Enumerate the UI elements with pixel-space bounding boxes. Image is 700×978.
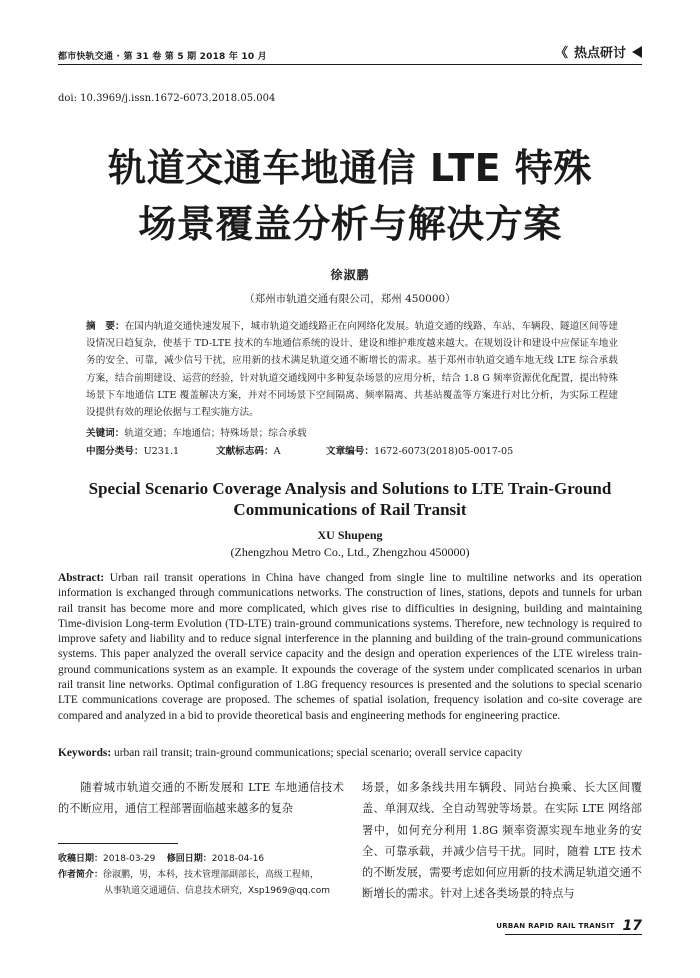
- chinese-keywords-label: 关键词：: [86, 428, 125, 439]
- footnote-bio: 作者简介：徐淑鹏，男，本科，技术管理部副部长，高级工程师， 从事轨道交通通信、信息技术研究，Xsp1969@qq.com: [58, 870, 330, 896]
- body-left-column: 随着城市轨道交通的不断发展和 LTE 车地通信技术的不断应用，通信工程部署面临越来越多的复杂: [58, 781, 344, 815]
- document-code: 文献标志码：A: [216, 446, 281, 457]
- chinese-title-line-2: 场景覆盖分析与解决方案: [138, 202, 562, 246]
- english-abstract: [58, 571, 642, 724]
- footnote-dates: 收稿日期：2018-03-29 修回日期：2018-04-16: [58, 854, 265, 864]
- chinese-abstract: [86, 318, 618, 421]
- body-right-column: 场景，如多条线共用车辆段、同站台换乘、长大区间覆盖、单洞双线、全自动驾驶等场景。在实际 LTE 网络部署中，如何充分利用 1.8G 频率资源实现车地业务的安全、可靠承载，并减少信号干扰。同时，随着 LTE 技术的不断发展，需要考虑如何应用新的技术满足轨道交通不断增长的需求。针对上述各类场景的特点与: [362, 781, 642, 901]
- header-rule: [58, 64, 642, 65]
- chinese-title-line-1: 轨道交通车地通信 LTE 特殊: [108, 146, 592, 190]
- page-footer: [496, 918, 642, 934]
- section-marker: 《: [554, 46, 568, 61]
- chinese-affiliation: （郑州市轨道交通有限公司，郑州 450000）: [244, 293, 456, 305]
- english-abstract-label: Abstract:: [58, 572, 105, 584]
- english-title-line-2: Communications of Rail Transit: [233, 500, 467, 519]
- footnote: [58, 851, 358, 899]
- chinese-abstract-label: 摘 要：: [86, 321, 125, 332]
- english-author: XU Shupeng: [317, 528, 383, 542]
- chinese-keywords: [86, 425, 307, 439]
- running-head: 都市快轨交通 · 第 31 卷 第 5 期 2018 年 10 月: [58, 52, 267, 62]
- section-label: 热点研讨: [573, 46, 626, 61]
- section-tag: [555, 42, 642, 61]
- chinese-keywords-text: 轨道交通；车地通信；特殊场景；综合承载: [124, 428, 307, 439]
- classification-line: [86, 443, 513, 457]
- chinese-author: 徐淑鹏: [330, 268, 370, 282]
- english-abstract-text: Urban rail transit operations in China have changed from single line to multiline networks and its operation information is exchanged through communications networks. The construction of lines, stations, depots and tunnels for urban rail transit has become more and more complicated, which gives rise to difficulties in designing, building and maintaining Time-division Long-term Evolution (TD-LTE) train-ground communications systems. Therefore, new technology is required to improve safety and liability and to reduce signal interference in the planning and building of the train-ground communications systems. This paper analyzed the overall service capacity and the design and operation experiences of the LTE wireless train-ground communications system as an example. It expounds the coverage of the system under complicated scenarios in urban rail transit line networks. Optimal configuration of 1.8G frequency resources is presented and the solutions to special scenario LTE communications coverage are proposed. The schemes of spatial isolation, frequency isolation and co-site coverage are compared and analyzed in a bid to provide theoretical basis and engineering methods for engineering practice.: [58, 572, 642, 722]
- clc-number: 中图分类号：U231.1: [86, 446, 180, 457]
- article-number: 文章编号：1672-6073(2018)05-0017-05: [326, 446, 514, 457]
- english-affiliation: (Zhengzhou Metro Co., Ltd., Zhengzhou 450000): [230, 545, 470, 559]
- chinese-abstract-text: 在国内轨道交通快速发展下，城市轨道交通线路正在向网络化发展。轨道交通的线路、车站、车辆段、隧道区间等建设情况日趋复杂，使基于 TD-LTE 技术的车地通信系统的设计、建设和维护难度越来越大。在规划设计和建设中应保证车地业务的安全、可靠，减少信号干扰，应用新的技术满足轨道交通不断增长的需求。基于郑州市轨道交通车地无线 LTE 综合承载方案，结合前期建设、运营的经验，针对轨道交通线网中多种复杂场景的应用分析，结合 1.8 G 频率资源优化配置，提出特殊场景下车地通信 LTE 覆盖解决方案，并对不同场景下空间隔离、频率隔离、共基站覆盖等方案进行对比分析，为实际工程建设提供有效的理论依据与工程实施方法。: [86, 321, 619, 419]
- doi: doi: 10.3969/j.issn.1672-6073.2018.05.004: [58, 93, 276, 104]
- english-keywords-text: urban rail transit; train-ground communications; special scenario; overall service capacity: [111, 747, 523, 759]
- english-title-line-1: Special Scenario Coverage Analysis and Solutions to LTE Train-Ground: [88, 479, 612, 498]
- footnote-rule: [58, 843, 178, 844]
- english-keywords-label: Keywords:: [58, 747, 112, 759]
- english-keywords: [58, 747, 522, 759]
- footer-journal-name: URBAN RAPID RAIL TRANSIT: [496, 922, 615, 930]
- footer-rule: [505, 934, 642, 935]
- chinese-title: [0, 140, 700, 252]
- triangle-left-icon: [632, 46, 642, 58]
- english-title: [0, 478, 700, 520]
- page-number: 17: [622, 918, 642, 934]
